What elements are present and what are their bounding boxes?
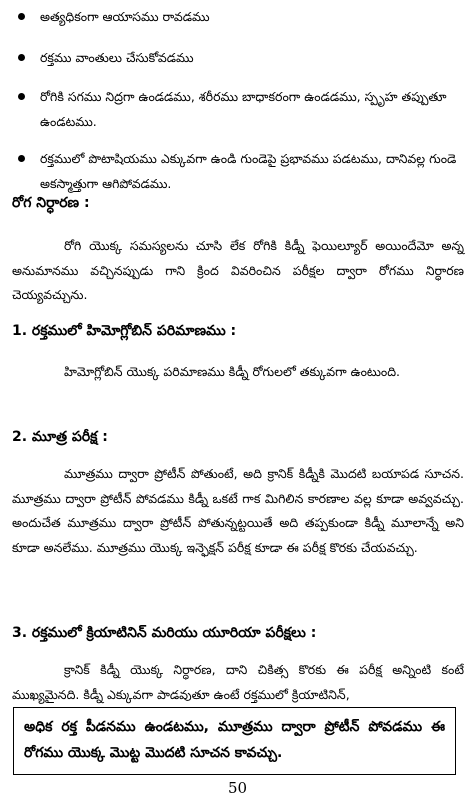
- bullet-icon: [18, 54, 25, 61]
- symptom-bullet-list: [14, 4, 466, 196]
- urine-test-paragraph: మూత్రము ద్వారా ప్రోటీన్ పోతుంటే, అది క్రానిక్ కిడ్నీకి మొదటి బయాపడ సూచన. మూత్రము ద్వారా ప్రోటీన్ పోవడము కిడ్నీ ఒకటే గాక మిగిలిన కారణాల వల్ల కూడా అవ్వవచ్చు. అందుచేత మూత్రము ద్వారా ప్రోటీన్ పోతున్నట్టయితే అది తప్పకుండా కిడ్నీ మూలాన్నే అని కూడా అనలేము. మూత్రము యొక్క ఇన్ఫెక్షన్ పరీక్ష కూడా ఈ పరీక్ష కొరకు చేయవచ్చు.: [12, 466, 464, 555]
- bullet-icon: [18, 13, 25, 20]
- list-item: [14, 84, 466, 134]
- bullet-text: రోగికి సగము నిద్రగా ఉండడము, శరీరము బాధాకరంగా ఉండడము, స్పృహ తప్పుతూ ఉండటము.: [40, 89, 447, 129]
- section-heading-hemoglobin: 1. రక్తములో హిమోగ్లోబిన్ పరిమాణము :: [12, 323, 237, 339]
- callout-box: అధిక రక్త పీడనము ఉండటము, మూత్రము ద్వారా ప్రోటీన్ పోవడము ఈ రోగము యొక్క మొట్ట మొదటి సూచన కావచ్చు.: [13, 707, 456, 775]
- bullet-text: రక్తములో పొటాషియము ఎక్కువగా ఉండి గుండెపై ప్రభావము పడటము, దానివల్ల గుండె అకస్మాత్తుగా ఆగిపోవడము.: [40, 151, 457, 191]
- list-item: [14, 146, 466, 196]
- section-heading-urine-test: 2. మూత్ర పరీక్ష :: [12, 429, 108, 445]
- page-number: 50: [227, 779, 248, 797]
- creatinine-paragraph: క్రానిక్ కిడ్నీ యొక్క నిర్ధారణ, దాని చికిత్స కొరకు ఈ పరీక్ష అన్నింటి కంటే ముఖ్యమైనది. కిడ్నీ ఎక్కువగా పాడవుతూ ఉంటే రక్తములో క్రియాటినిన్,: [12, 662, 464, 702]
- list-item: [14, 45, 466, 70]
- hemoglobin-paragraph: హిమోగ్లోబిన్ యొక్క పరిమాణము కిడ్నీ రోగులలో తక్కువగా ఉంటుంది.: [64, 364, 401, 379]
- diagnosis-paragraph: రోగి యొక్క సమస్యలను చూసి లేక రోగికి కిడ్నీ ఫెయిల్యూర్ అయిందేమో అన్న అనుమానము వచ్చినప్పుడు గాని క్రింద వివరించిన పరీక్షల ద్వారా రోగము నిర్ధారణ చెయ్యవచ్చును.: [12, 238, 464, 302]
- bullet-icon: [18, 155, 25, 162]
- section-heading-diagnosis: రోగ నిర్ధారణ :: [12, 195, 90, 211]
- bullet-text: అత్యధికంగా ఆయాసము రావడము: [40, 9, 210, 24]
- bullet-text: రక్తము వాంతులు చేసుకోవడము: [40, 50, 194, 65]
- section-heading-creatinine-urea: 3. రక్తములో క్రియాటినిన్ మరియు యూరియా పరీక్షలు :: [12, 625, 317, 641]
- bullet-icon: [18, 93, 25, 100]
- list-item: [14, 4, 466, 29]
